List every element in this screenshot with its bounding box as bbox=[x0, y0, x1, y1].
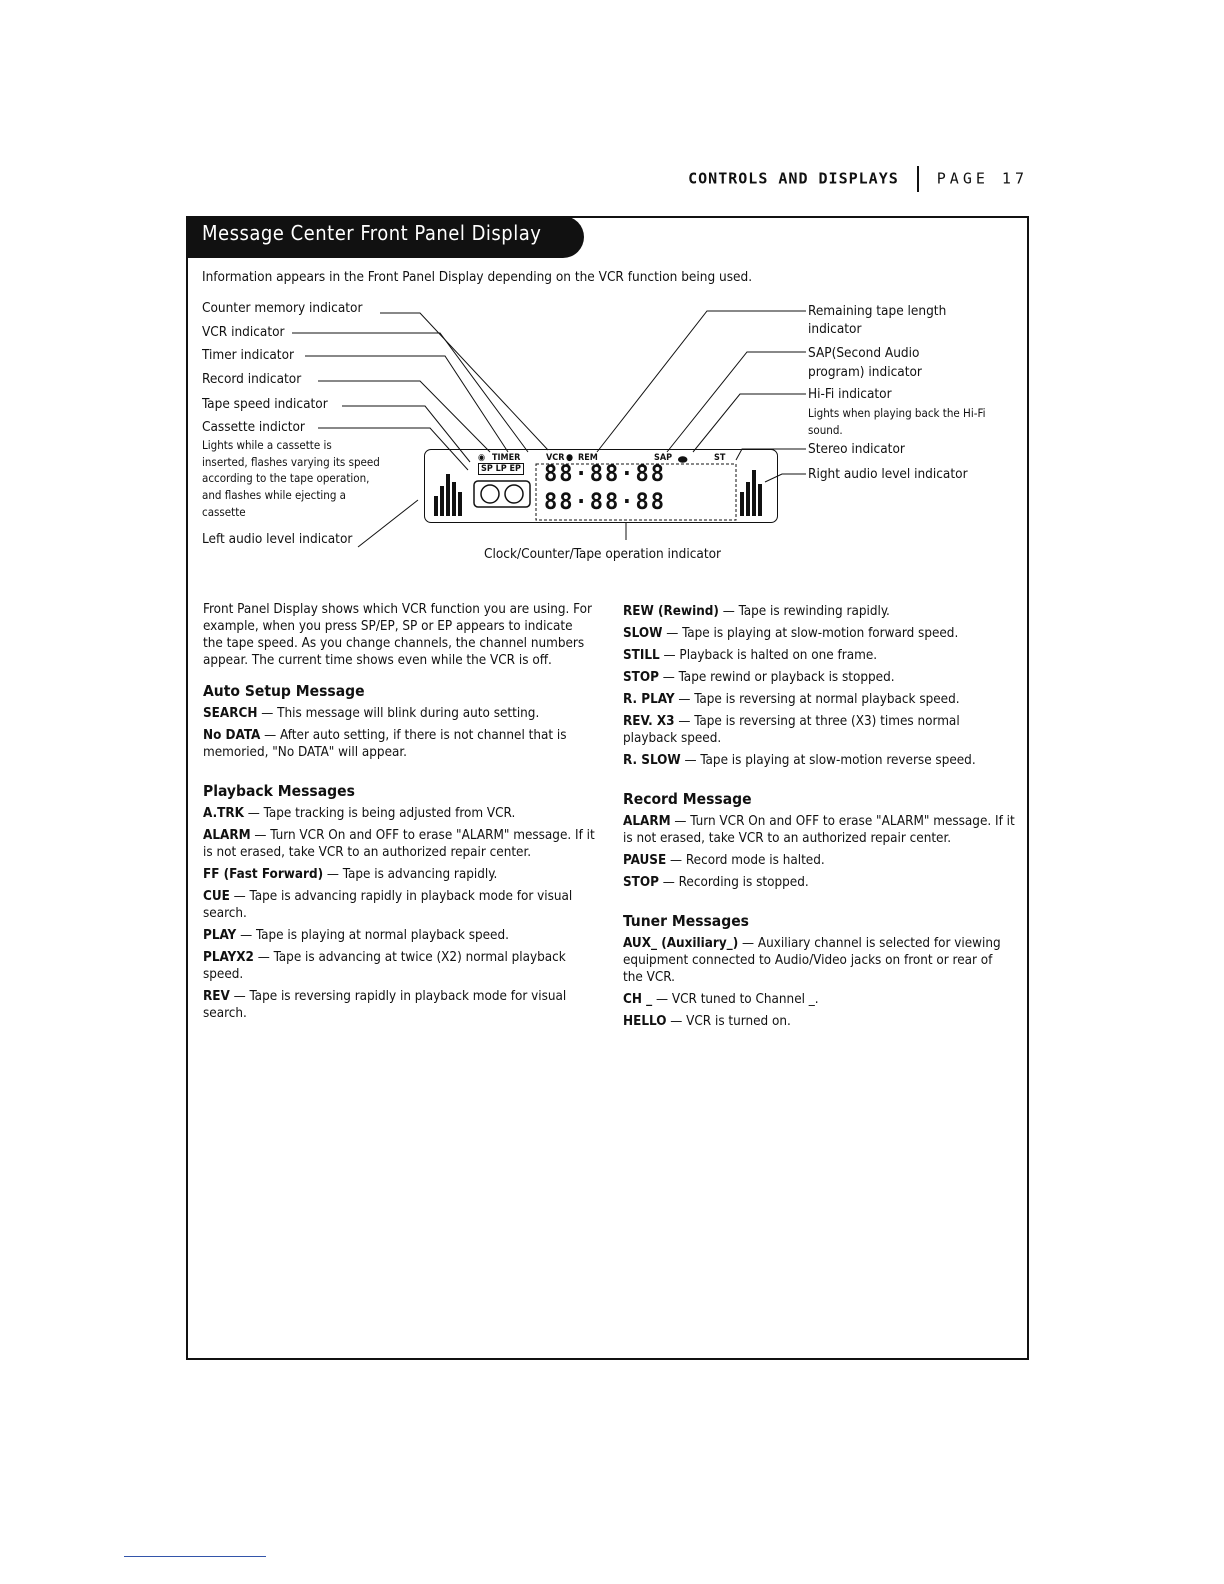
label-hifi-note-2: sound. bbox=[808, 423, 843, 437]
message-key: REW (Rewind) bbox=[623, 604, 719, 619]
message-desc: — This message will blink during auto setting. bbox=[257, 706, 540, 721]
label-left-audio: Left audio level indicator bbox=[202, 531, 353, 547]
message-key: ALARM bbox=[623, 814, 671, 829]
label-remaining-tape-2: indicator bbox=[808, 321, 862, 337]
message-desc: — Tape is playing at normal playback speed. bbox=[236, 928, 509, 943]
cassette-note bbox=[202, 437, 380, 520]
label-remaining-tape: Remaining tape length bbox=[808, 303, 947, 319]
lcd-sap-label: SAP bbox=[654, 453, 673, 463]
playback-heading: Playback Messages bbox=[203, 782, 355, 800]
message-key: STILL bbox=[623, 648, 660, 663]
list-item bbox=[623, 603, 1015, 620]
message-key: FF (Fast Forward) bbox=[203, 867, 324, 882]
cassette-note-line: and flashes while ejecting a bbox=[202, 488, 347, 503]
label-clock-counter: Clock/Counter/Tape operation indicator bbox=[484, 546, 722, 562]
message-desc: — Tape is advancing at twice (X2) normal playback speed. bbox=[203, 950, 566, 982]
message-key: CUE bbox=[203, 889, 230, 904]
cassette-note-line: inserted, flashes varying its speed bbox=[202, 454, 380, 469]
list-item bbox=[203, 949, 595, 983]
label-cassette: Cassette indictor bbox=[202, 419, 305, 435]
lcd-digits-bottom: 88·88·88 bbox=[544, 490, 666, 515]
message-desc: — Turn VCR On and OFF to erase "ALARM" message. If it is not erased, take VCR to an authorized repair center. bbox=[623, 814, 1015, 846]
message-desc: — Recording is stopped. bbox=[658, 875, 809, 890]
message-desc: — Playback is halted on one frame. bbox=[659, 648, 878, 663]
footer-rule bbox=[124, 1556, 266, 1557]
lcd-timer-label: TIMER bbox=[492, 453, 521, 463]
list-item bbox=[623, 991, 1015, 1008]
label-record: Record indicator bbox=[202, 371, 302, 387]
list-item bbox=[623, 669, 1015, 686]
list-item bbox=[623, 647, 1015, 664]
message-desc: — Tape is playing at slow-motion forward speed. bbox=[662, 626, 959, 641]
message-key: SLOW bbox=[623, 626, 663, 641]
message-desc: — Auxiliary channel is selected for viewing equipment connected to Audio/Video jacks on front or rear of the VCR. bbox=[623, 936, 1001, 985]
label-vcr: VCR indicator bbox=[202, 324, 285, 340]
label-timer: Timer indicator bbox=[202, 347, 294, 363]
message-key: AUX_ (Auxiliary_) bbox=[623, 936, 739, 951]
right-audio-level-meter bbox=[740, 470, 762, 516]
message-key: PLAYX2 bbox=[203, 950, 254, 965]
list-item bbox=[203, 805, 595, 822]
message-key: ALARM bbox=[203, 828, 251, 843]
message-desc: — Tape is reversing at normal playback speed. bbox=[674, 692, 960, 707]
label-sap-2: program) indicator bbox=[808, 364, 922, 380]
list-item bbox=[203, 727, 595, 761]
lcd-hifi-icon: ⬬ bbox=[678, 453, 688, 466]
message-desc: — VCR tuned to Channel _. bbox=[652, 992, 819, 1007]
message-desc: — Tape is playing at slow-motion reverse speed. bbox=[680, 753, 976, 768]
cassette-note-line: according to the tape operation, bbox=[202, 471, 370, 486]
list-item bbox=[203, 866, 595, 883]
list-item bbox=[203, 888, 595, 922]
lcd-tape-speed: SP LP EP bbox=[478, 463, 524, 475]
message-desc: — VCR is turned on. bbox=[666, 1014, 791, 1029]
message-key: PAUSE bbox=[623, 853, 667, 868]
left-audio-level-meter bbox=[434, 474, 462, 516]
message-desc: — Record mode is halted. bbox=[666, 853, 825, 868]
list-item bbox=[623, 874, 1015, 891]
message-desc: — Tape is rewinding rapidly. bbox=[718, 604, 890, 619]
list-item bbox=[203, 705, 595, 722]
label-sap: SAP(Second Audio bbox=[808, 345, 920, 361]
list-item bbox=[203, 988, 595, 1022]
message-key: STOP bbox=[623, 875, 659, 890]
message-key: R. PLAY bbox=[623, 692, 675, 707]
message-key: R. SLOW bbox=[623, 753, 681, 768]
cassette-icon bbox=[474, 481, 530, 507]
label-counter-memory: Counter memory indicator bbox=[202, 300, 363, 316]
message-key: No DATA bbox=[203, 728, 261, 743]
message-key: CH _ bbox=[623, 992, 653, 1007]
record-heading: Record Message bbox=[623, 790, 752, 808]
message-key: PLAY bbox=[203, 928, 237, 943]
intro-text: Information appears in the Front Panel Display depending on the VCR function being used. bbox=[202, 269, 753, 285]
list-item bbox=[623, 1013, 1015, 1030]
message-desc: — Tape is advancing rapidly. bbox=[323, 867, 498, 882]
lcd-digits-top: 88·88·88 bbox=[544, 462, 666, 487]
message-key: STOP bbox=[623, 670, 659, 685]
label-hifi: Hi-Fi indicator bbox=[808, 386, 892, 402]
lcd-vcr-label: VCR bbox=[546, 453, 565, 463]
cassette-note-line: Lights while a cassette is bbox=[202, 438, 332, 452]
list-item bbox=[623, 935, 1015, 986]
message-key: A.TRK bbox=[203, 806, 244, 821]
label-tape-speed: Tape speed indicator bbox=[202, 396, 328, 412]
lcd-counter-memory-icon: ◉ bbox=[478, 453, 486, 463]
page-number: PAGE 17 bbox=[936, 169, 1028, 188]
message-key: REV bbox=[203, 989, 230, 1004]
list-item bbox=[623, 713, 1015, 747]
list-item bbox=[623, 691, 1015, 708]
left-column bbox=[203, 601, 595, 1027]
list-item bbox=[203, 927, 595, 944]
list-item bbox=[623, 813, 1015, 847]
list-item bbox=[623, 625, 1015, 642]
lcd-record-icon: ● bbox=[566, 453, 574, 463]
label-right-audio: Right audio level indicator bbox=[808, 466, 968, 482]
label-hifi-note: Lights when playing back the Hi-Fi bbox=[808, 406, 986, 420]
label-stereo: Stereo indicator bbox=[808, 441, 905, 457]
message-desc: — Tape tracking is being adjusted from VCR. bbox=[243, 806, 516, 821]
auto-setup-heading: Auto Setup Message bbox=[203, 682, 365, 700]
message-desc: — Tape is advancing rapidly in playback mode for visual search. bbox=[203, 889, 573, 921]
message-desc: — Turn VCR On and OFF to erase "ALARM" message. If it is not erased, take VCR to an authorized repair center. bbox=[203, 828, 595, 860]
message-key: HELLO bbox=[623, 1014, 667, 1029]
section-title: CONTROLS AND DISPLAYS bbox=[688, 169, 899, 188]
list-item bbox=[623, 852, 1015, 869]
list-item bbox=[623, 752, 1015, 769]
list-item bbox=[203, 827, 595, 861]
section-banner: Message Center Front Panel Display bbox=[186, 216, 584, 258]
front-panel-description: Front Panel Display shows which VCR function you are using. For example, when you press SP/EP, SP or EP appears to indicate the tape speed. As you change channels, the channel numbers appear. The current time shows even while the VCR is off. bbox=[203, 602, 592, 668]
message-desc: — Tape is reversing rapidly in playback mode for visual search. bbox=[203, 989, 567, 1021]
message-desc: — Tape rewind or playback is stopped. bbox=[658, 670, 895, 685]
message-desc: — Tape is reversing at three (X3) times normal playback speed. bbox=[623, 714, 960, 746]
tuner-heading: Tuner Messages bbox=[623, 912, 749, 930]
message-key: REV. X3 bbox=[623, 714, 675, 729]
message-key: SEARCH bbox=[203, 706, 258, 721]
lcd-st-label: ST bbox=[714, 453, 726, 463]
right-column bbox=[623, 603, 1015, 1035]
cassette-note-line: cassette bbox=[202, 504, 246, 519]
message-desc: — After auto setting, if there is not channel that is memoried, "No DATA" will appear. bbox=[203, 728, 567, 760]
lcd-rem-label: REM bbox=[578, 453, 598, 463]
